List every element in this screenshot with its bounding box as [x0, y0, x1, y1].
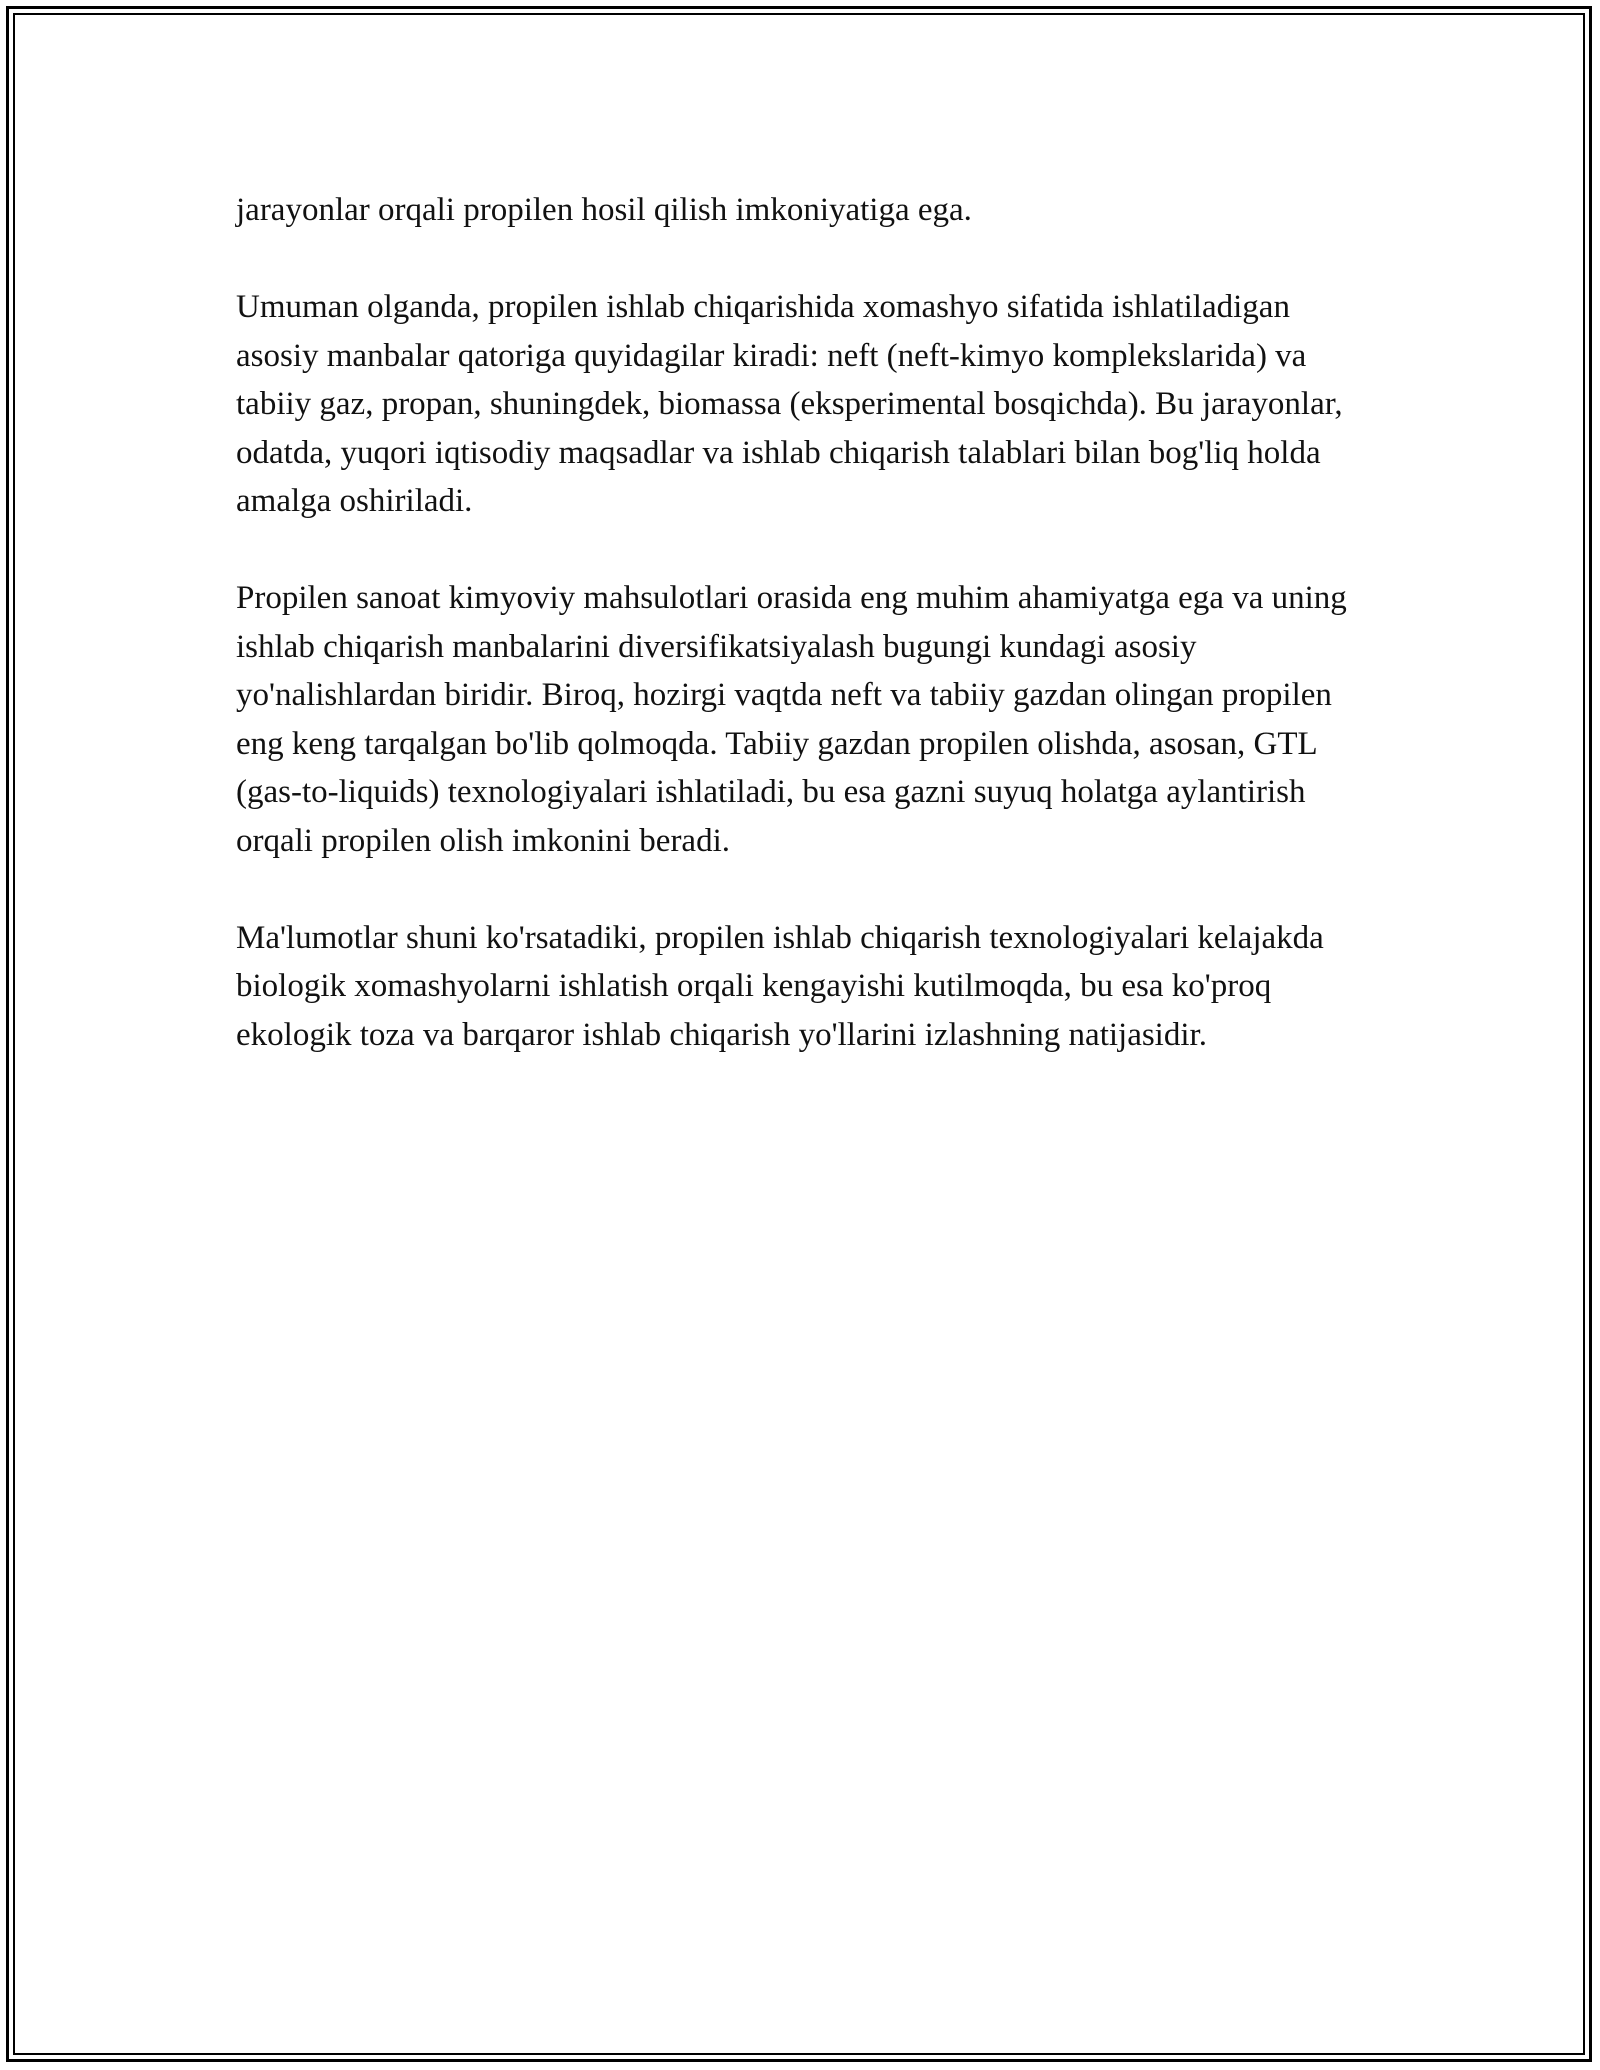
paragraph-1: jarayonlar orqali propilen hosil qilish imkoniyatiga ega. [236, 192, 972, 228]
paragraph-2: Umuman olganda, propilen ishlab chiqarishida xomashyo sifatida ishlatiladigan asosiy manbalar qatoriga quyidagilar kiradi: neft (neft-kimyo komplekslarida) va tabiiy gaz, propan, shuningdek, biomassa (eksperimental bosqichda). Bu jarayonlar, odatda, yuqori iqtisodiy maqsadlar va ishlab chiqarish talablari bilan bog'liq holda amalga oshiriladi. [236, 289, 1343, 519]
document-body [236, 186, 1366, 1108]
paragraph-3: Propilen sanoat kimyoviy mahsulotlari orasida eng muhim ahamiyatga ega va uning ishlab chiqarish manbalarini diversifikatsiyalash bugungi kundagi asosiy yo'nalishlardan biridir. Biroq, hozirgi vaqtda neft va tabiiy gazdan olingan propilen eng keng tarqalgan bo'lib qolmoqda. Tabiiy gazdan propilen olishda, asosan, GTL (gas-to-liquids) texnologiyalari ishlatiladi, bu esa gazni suyuq holatga aylantirish orqali propilen olish imkonini beradi. [236, 580, 1347, 859]
paragraph-4: Ma'lumotlar shuni ko'rsatadiki, propilen ishlab chiqarish texnologiyalari kelajakda biologik xomashyolarni ishlatish orqali kengayishi kutilmoqda, bu esa ko'proq ekologik toza va barqaror ishlab chiqarish yo'llarini izlashning natijasidir. [236, 919, 1324, 1053]
